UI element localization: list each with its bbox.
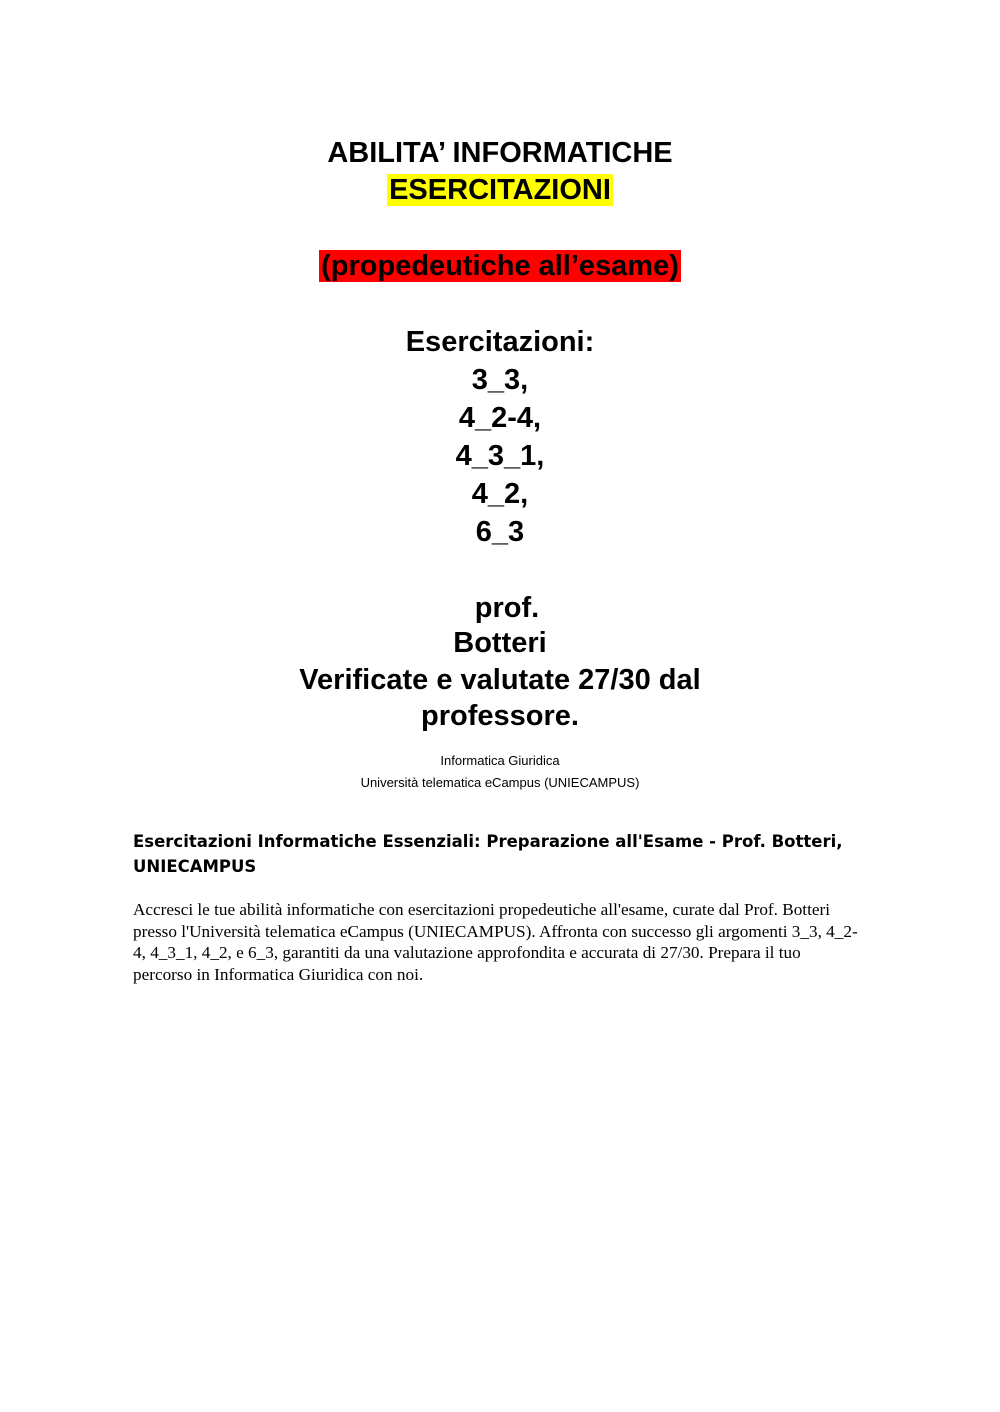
subtitle-line xyxy=(0,247,1000,285)
exercises-heading: Esercitazioni: xyxy=(405,326,595,358)
description-title: Esercitazioni Informatiche Essenziali: Preparazione all'Esame - Prof. Botteri, UNIECAMPUS xyxy=(133,832,843,876)
course-subject: Informatica Giuridica xyxy=(440,753,560,768)
description-paragraph: Accresci le tue abilità informatiche con esercitazioni propedeutiche all'esame, curate dal Prof. Botteri presso l'Università telematica eCampus (UNIECAMPUS). Affronta con successo gli argomenti 3_3, 4_2-4, 4_3_1, 4_2, e 6_3, garantiti da una valutazione approfondita e accurata di 27/30. Prepara il tuo percorso in Informatica Giuridica con noi. xyxy=(133,900,858,984)
evaluation-line-1: Verificate e valutate 27/30 dal xyxy=(299,664,701,696)
exercise-item: 6_3 xyxy=(475,516,525,548)
professor-prefix: prof. xyxy=(474,592,540,624)
professor-name: Botteri xyxy=(453,627,547,659)
title-line-1 xyxy=(0,134,1000,172)
evaluation-line-2: professore. xyxy=(421,700,579,732)
university-name: Università telematica eCampus (UNIECAMPUS) xyxy=(360,775,640,790)
title-text: ABILITA’ INFORMATICHE xyxy=(327,137,673,169)
exercise-item: 3_3, xyxy=(471,364,529,396)
exercise-item: 4_3_1, xyxy=(455,440,545,472)
highlighted-title: ESERCITAZIONI xyxy=(389,174,611,206)
highlighted-subtitle: (propedeutiche all’esame) xyxy=(321,250,679,282)
title-line-2 xyxy=(0,171,1000,209)
exercise-item: 4_2-4, xyxy=(458,402,542,434)
exercise-item: 4_2, xyxy=(471,478,529,510)
